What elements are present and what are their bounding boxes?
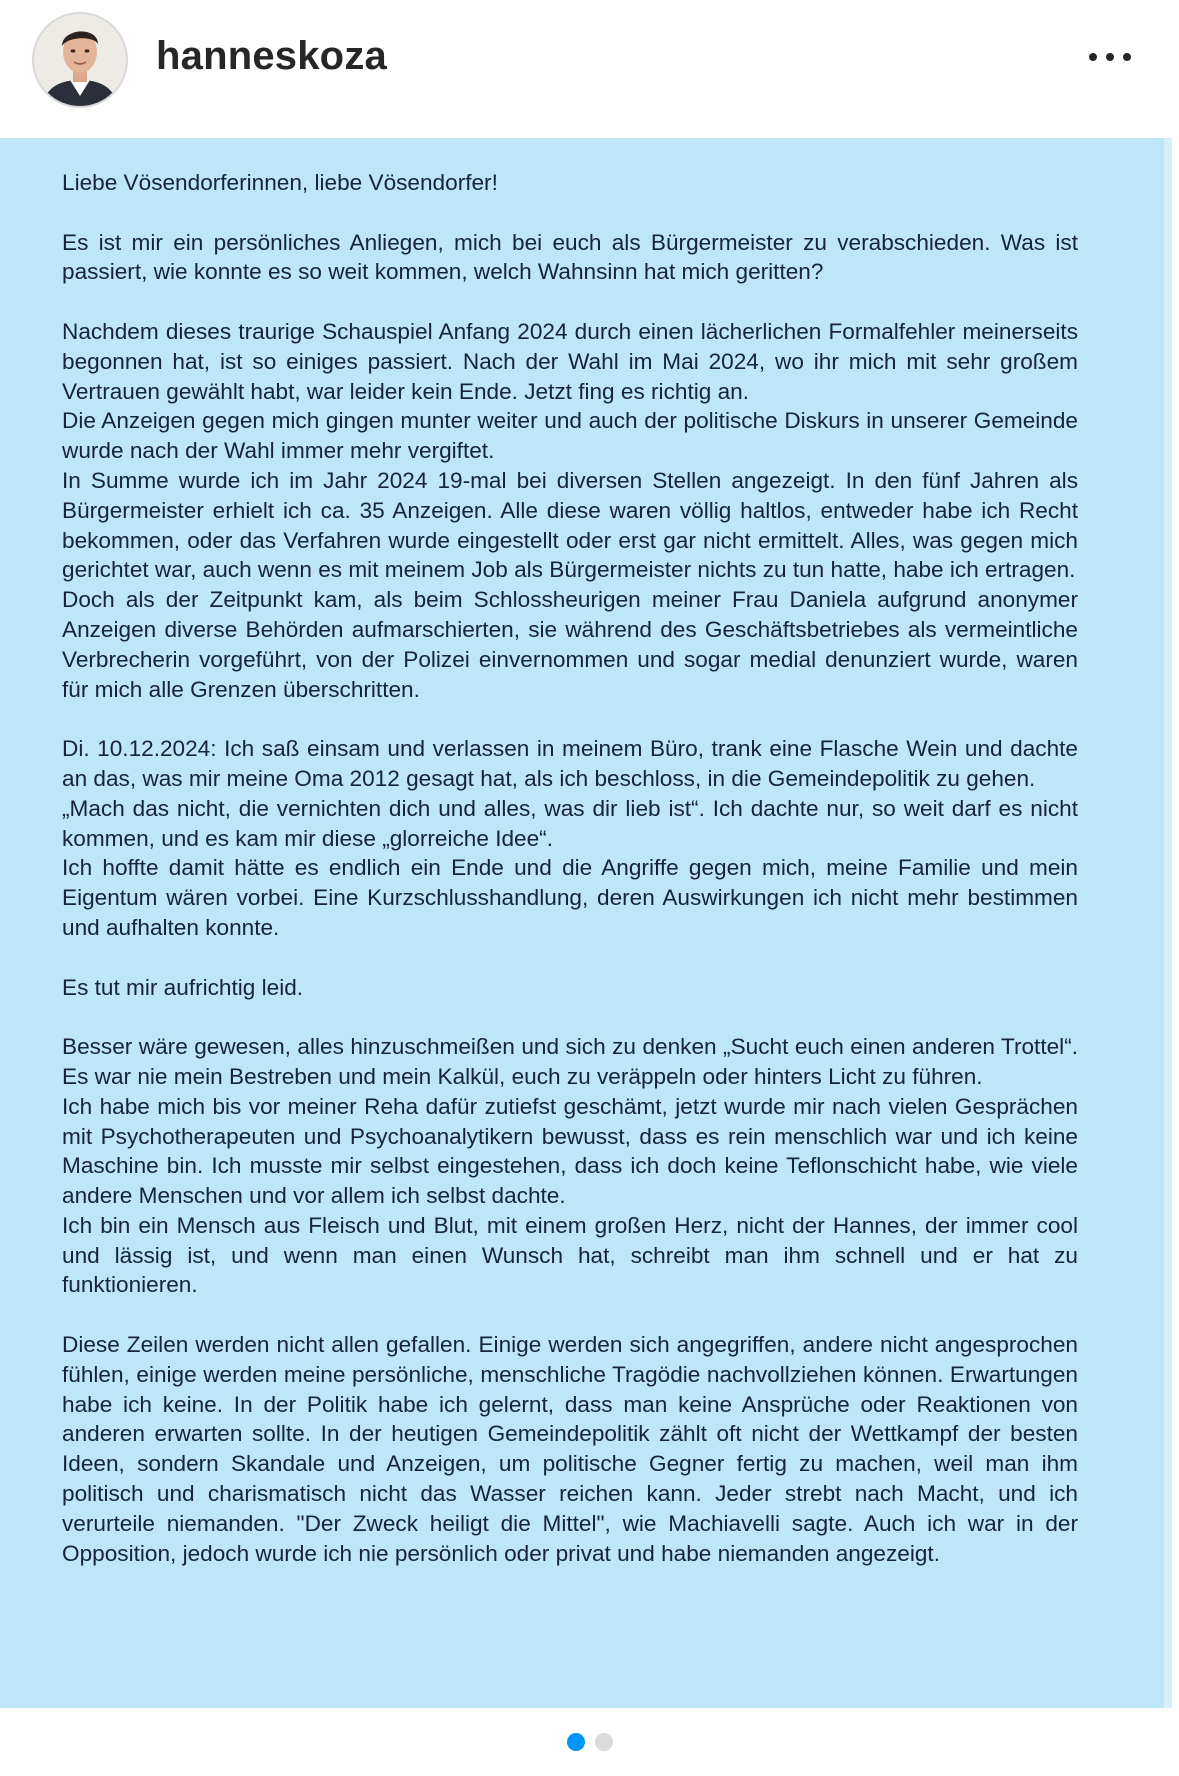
more-options-button[interactable] — [1080, 40, 1140, 74]
letter-block — [62, 317, 1078, 704]
letter-greeting: Liebe Vösendorferinnen, liebe Vösendorfer! — [62, 170, 498, 195]
letter-paragraph: Ich bin ein Mensch aus Fleisch und Blut, mit einem großen Herz, nicht der Hannes, der immer cool und lässig ist, und wenn man einen Wunsch hat, schreibt man ihm schnell und er hat zu funktionieren. — [62, 1212, 1078, 1298]
carousel-dot[interactable] — [595, 1733, 613, 1751]
username[interactable]: hanneskoza — [156, 34, 387, 78]
post-image-edge — [1164, 138, 1172, 1708]
letter-paragraph: Besser wäre gewesen, alles hinzuschmeißen und sich zu denken „Sucht euch einen anderen Trottel“. Es war nie mein Bestreben und mein Kalkül, euch zu veräppeln oder hinters Licht zu führen. — [62, 1034, 1078, 1089]
letter-paragraph: In Summe wurde ich im Jahr 2024 19-mal bei diversen Stellen angezeigt. In den fünf Jahren als Bürgermeister erhielt ich ca. 35 Anzeigen. Alle diese waren völlig haltlos, entweder habe ich Recht bekommen, oder das Verfahren wurde eingestellt oder erst gar nicht ermittelt. Alles, was gegen mich gerichtet war, auch wenn es mit meinem Job als Bürgermeister nichts zu tun hatte, habe ich ertragen. — [62, 467, 1078, 583]
letter-paragraph: Doch als der Zeitpunkt kam, als beim Schlossheurigen meiner Frau Daniela aufgrund anonymer Anzeigen diverse Behörden aufmarschierten, sie während des Geschäftsbetriebes als vermeintliche Verbrecherin vorgeführt, von der Polizei einvernommen und sogar medial denunziert wurde, waren für mich alle Grenzen überschritten. — [62, 587, 1078, 702]
letter-paragraph: Es ist mir ein persönliches Anliegen, mich bei euch als Bürgermeister zu verabschieden. Was ist passiert, wie konnte es so weit kommen, welch Wahnsinn hat mich geritten? — [62, 229, 1078, 285]
post-header — [0, 0, 1179, 138]
letter-block — [62, 1032, 1078, 1300]
more-options-icon — [1089, 53, 1097, 61]
letter-paragraph: Di. 10.12.2024: Ich saß einsam und verlassen in meinem Büro, trank eine Flasche Wein und dachte an das, was mir meine Oma 2012 gesagt hat, als ich beschloss, in die Gemeindepolitik zu gehen. — [62, 736, 1078, 791]
letter-text — [62, 168, 1078, 1598]
letter-block — [62, 734, 1078, 943]
letter-paragraph: Nachdem dieses traurige Schauspiel Anfang 2024 durch einen lächerlichen Formalfehler meinerseits begonnen hat, ist so einiges passiert. Nach der Wahl im Mai 2024, wo ihr mich mit sehr großem Vertrauen gewählt habt, war leider kein Ende. Jetzt fing es richtig an. — [62, 318, 1078, 404]
carousel-indicator — [0, 1730, 1179, 1754]
more-options-icon — [1123, 53, 1131, 61]
letter-paragraph: Diese Zeilen werden nicht allen gefallen. Einige werden sich angegriffen, andere nicht angesprochen fühlen, einige werden meine persönliche, menschliche Tragödie nachvollziehen können. Erwartungen habe ich keine. In der Politik habe ich gelernt, dass man keine Ansprüche oder Reaktionen von anderen erwarten sollte. In der heutigen Gemeindepolitik zählt oft nicht der Wettkampf der besten Ideen, sondern Skandale und Anzeigen, um politische Gegner fertig zu machen, weil man ihm politisch und charismatisch nicht das Wasser reichen kann. Jeder strebt nach Macht, und ich verurteile niemanden. "Der Zweck heiligt die Mittel", wie Machiavelli sagte. Auch ich war in der Opposition, jedoch wurde ich nie persönlich oder privat und habe niemanden angezeigt. — [62, 1332, 1078, 1566]
letter-paragraph: Ich habe mich bis vor meiner Reha dafür zutiefst geschämt, jetzt wurde mir nach vielen Gesprächen mit Psychotherapeuten und Psychoanalytikern bewusst, dass es rein menschlich war und ich keine Maschine bin. Ich musste mir selbst eingestehen, dass ich doch keine Teflonschicht habe, wie viele andere Menschen und vor allem ich selbst dachte. — [62, 1093, 1078, 1209]
letter-paragraph: Es tut mir aufrichtig leid. — [62, 974, 304, 1000]
profile-photo-icon — [34, 14, 126, 106]
letter-paragraph: Ich hoffte damit hätte es endlich ein Ende und die Angriffe gegen mich, meine Familie und mein Eigentum wären vorbei. Eine Kurzschlusshandlung, deren Auswirkungen ich nicht mehr bestimmen und aufhalten konnte. — [62, 855, 1078, 940]
letter-paragraph: Die Anzeigen gegen mich gingen munter weiter und auch der politische Diskurs in unserer Gemeinde wurde nach der Wahl immer mehr vergiftet. — [62, 408, 1078, 464]
avatar[interactable] — [32, 12, 128, 108]
carousel-dot-active[interactable] — [567, 1733, 585, 1751]
letter-paragraph: „Mach das nicht, die vernichten dich und alles, was dir lieb ist“. Ich dachte nur, so weit darf es nicht kommen, und es kam mir diese „glorreiche Idee“. — [62, 795, 1078, 851]
more-options-icon — [1106, 53, 1114, 61]
